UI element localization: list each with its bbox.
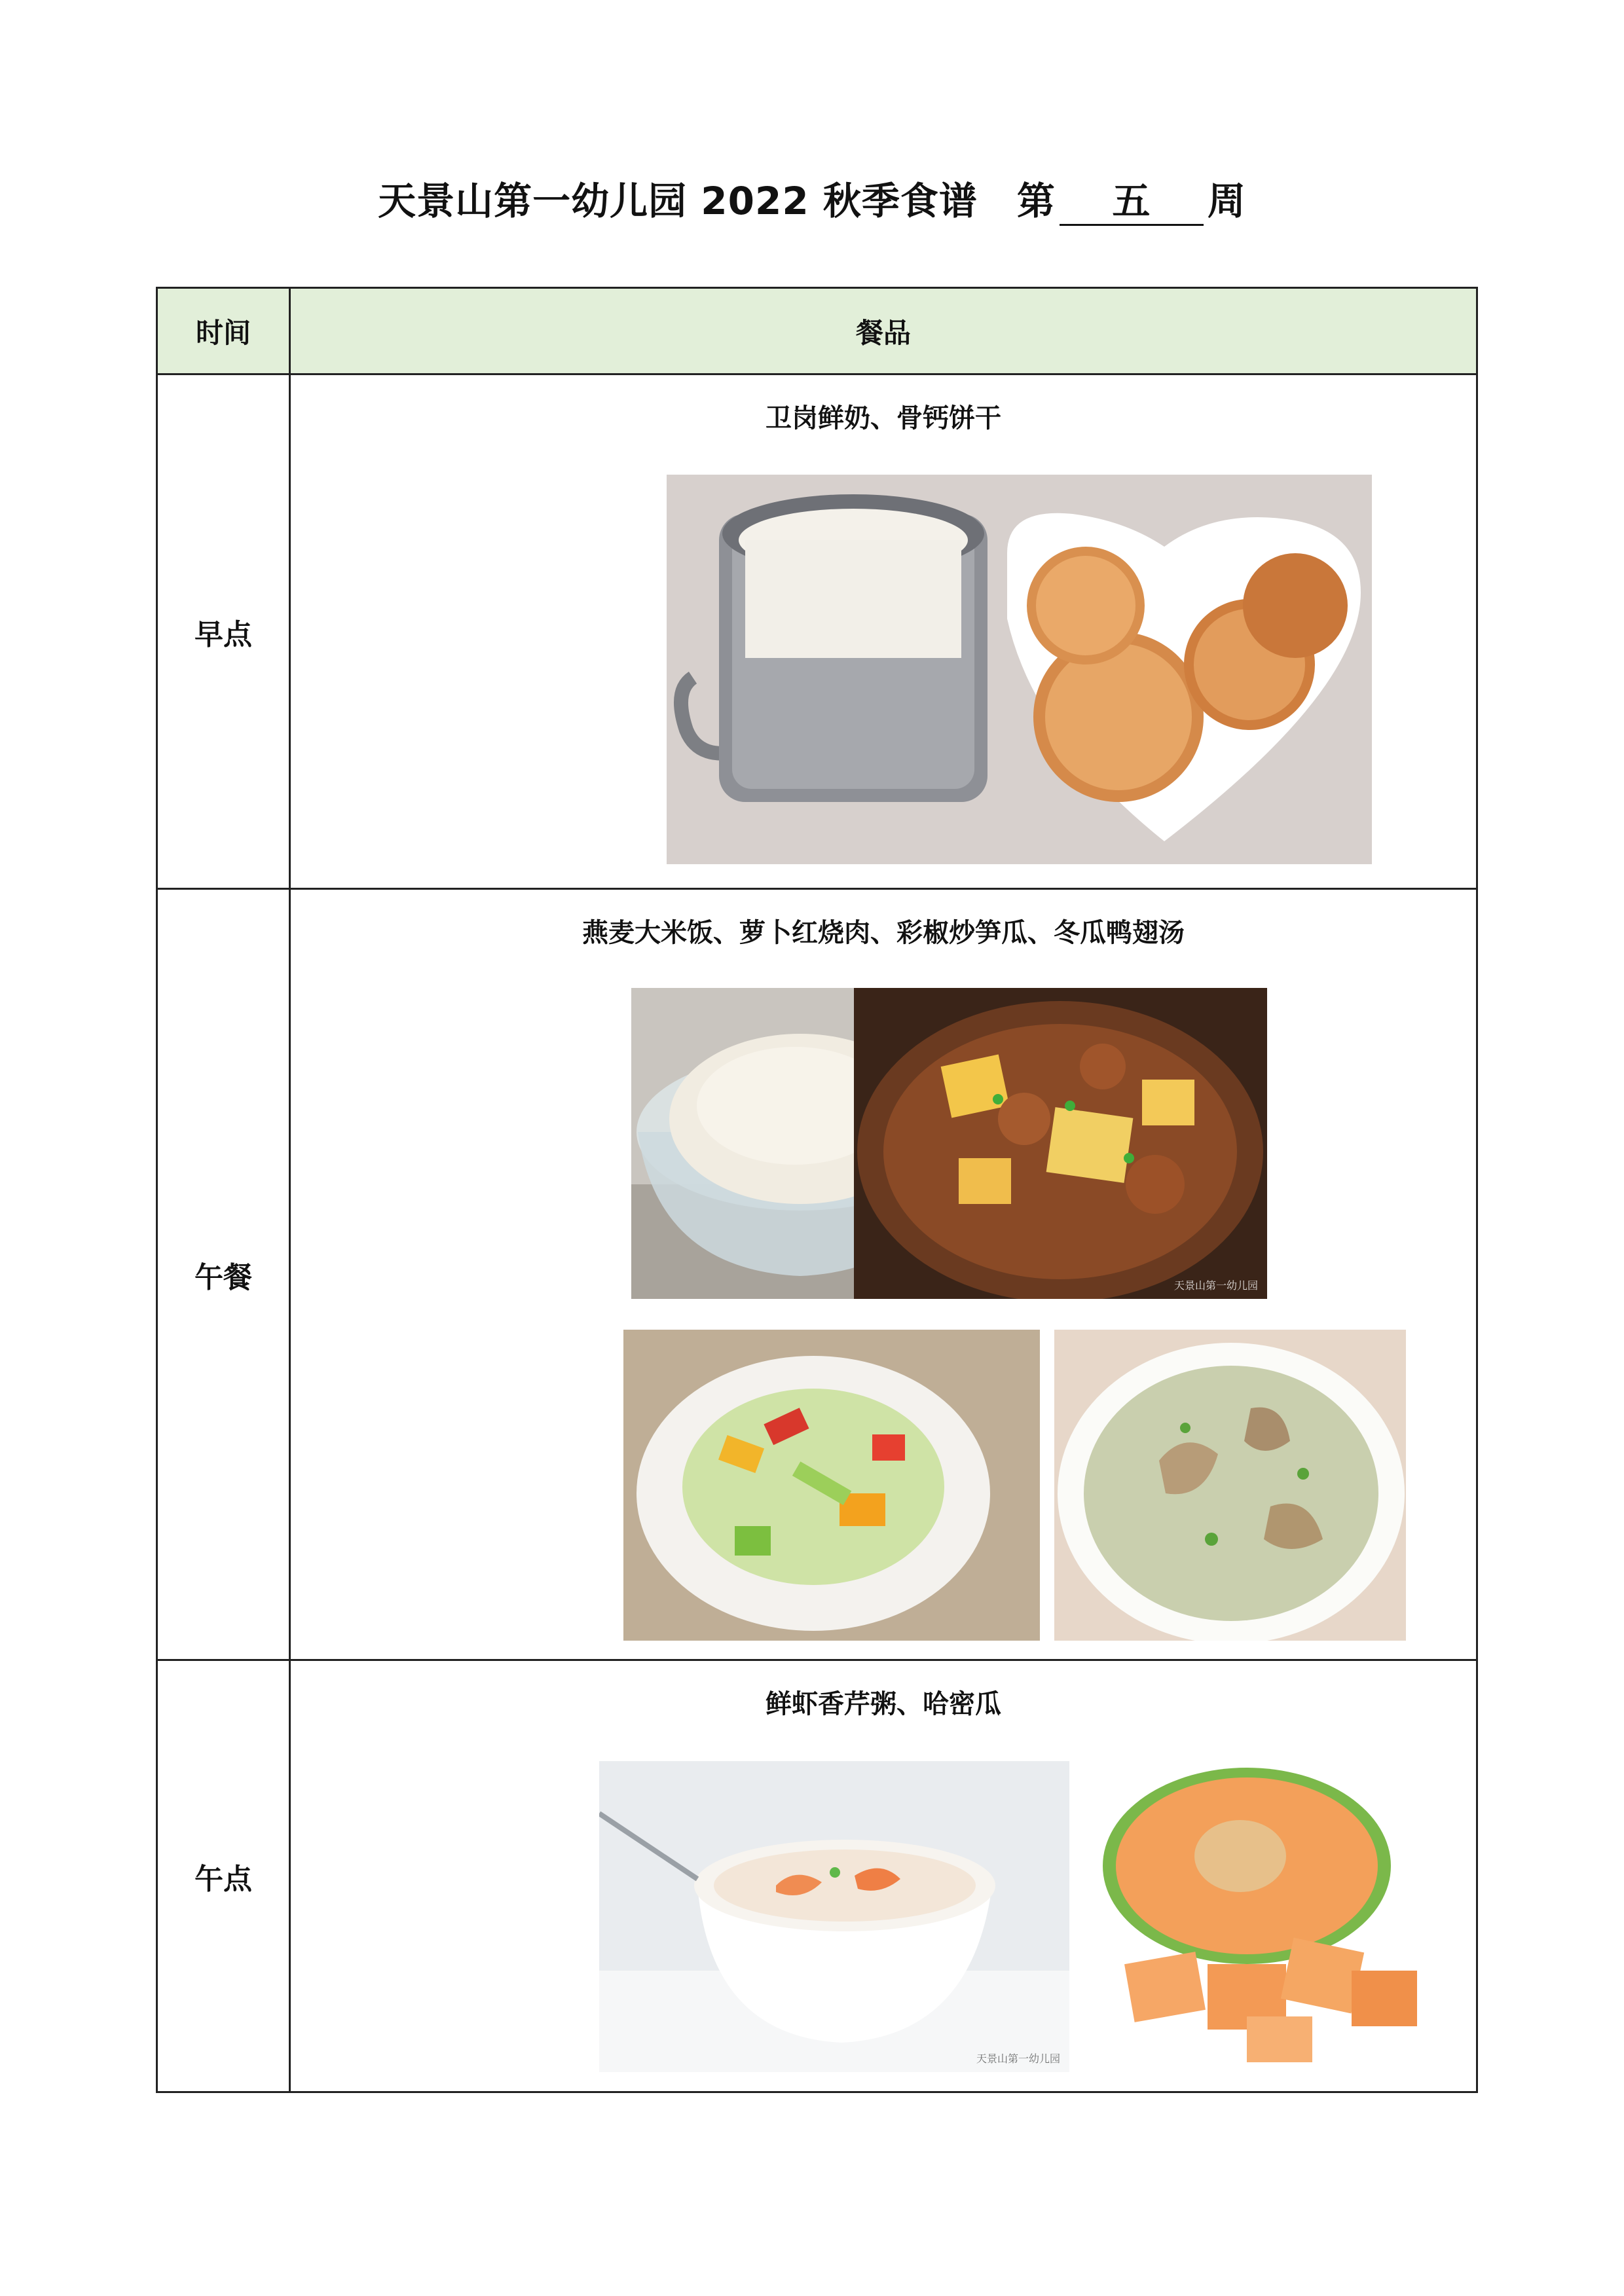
table-row [157,889,1477,1660]
melon-icon [1090,1761,1437,2072]
table-header-row [157,288,1477,374]
table-row [157,1660,1477,2092]
duck-soup-icon [1054,1330,1406,1641]
page-title [0,172,1624,230]
watermark-porridge: 天景山第一幼儿园 [976,2052,1060,2065]
photo-melon [1090,1761,1437,2072]
time-breakfast: 早点 [157,374,290,889]
photo-shrimp-porridge [599,1761,1069,2072]
table-row [157,374,1477,889]
time-lunch: 午餐 [157,889,290,1660]
food-cell-lunch [290,889,1477,1660]
header-time: 时间 [157,288,290,374]
food-cell-snack [290,1660,1477,2092]
food-cell-breakfast [290,374,1477,889]
milk-cup-icon [681,494,987,802]
stir-fry-icon [623,1330,1040,1641]
photo-braised-pork [854,988,1267,1299]
week-number: 五 [1060,178,1204,226]
week-suffix: 周 [1207,179,1246,223]
dishes-snack: 鲜虾香芹粥、哈密瓜 [766,1689,1001,1719]
menu-table [156,287,1478,2093]
dishes-breakfast: 卫岗鲜奶、骨钙饼干 [766,403,1001,433]
time-snack: 午点 [157,1660,290,2092]
photo-pepper-zucchini [623,1330,1040,1641]
week-prefix: 第 [1016,179,1056,223]
shrimp-porridge-icon [599,1761,1069,2072]
dishes-lunch: 燕麦大米饭、萝卜红烧肉、彩椒炒笋瓜、冬瓜鸭翅汤 [582,918,1185,948]
title-main: 天景山第一幼儿园 2022 秋季食谱 [378,179,978,223]
photo-milk-biscuits [667,475,1372,864]
watermark-braised-pork: 天景山第一幼儿园 [1173,1279,1258,1292]
braised-pork-icon [854,988,1267,1299]
photo-duck-soup [1054,1330,1406,1641]
header-food: 餐品 [290,288,1477,374]
